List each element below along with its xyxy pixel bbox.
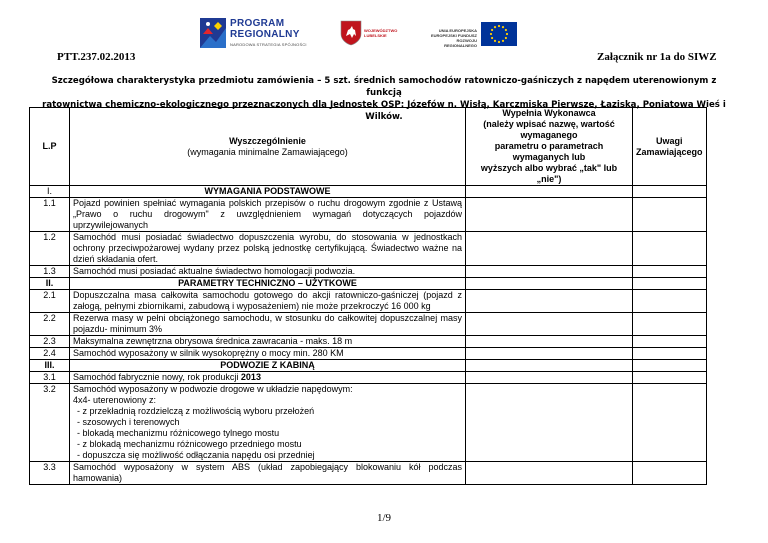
contractor-cell[interactable] bbox=[466, 278, 633, 290]
requirement-text-main: Samochód fabrycznie nowy, rok produkcji bbox=[73, 372, 241, 382]
program-regionalny-logo bbox=[200, 16, 318, 56]
requirement-text: Samochód musi posiadać aktualne świadectwo homologacji podwozia. bbox=[70, 266, 466, 278]
contractor-cell[interactable] bbox=[466, 266, 633, 278]
requirement-text bbox=[70, 372, 466, 384]
section-row bbox=[30, 360, 707, 372]
eu-logo-line2: EUROPEJSKI FUNDUSZ bbox=[430, 33, 477, 38]
eu-logo-line1: UNIA EUROPEJSKA bbox=[438, 28, 477, 33]
requirement-text bbox=[70, 384, 466, 462]
requirement-line: - z przekładnią rozdzielczą z możliwością wyboru przełożeń bbox=[77, 406, 315, 416]
table-row bbox=[30, 290, 707, 313]
row-number: 1.2 bbox=[30, 232, 70, 266]
program-logo-line2: REGIONALNY bbox=[230, 29, 300, 40]
notes-cell[interactable] bbox=[633, 360, 707, 372]
column-header-requirements-line2: (wymagania minimalne Zamawiającego) bbox=[187, 146, 348, 157]
column-header-contractor-line4: wyższych albo wybrać „tak" lub „nie") bbox=[480, 163, 618, 184]
requirements-table bbox=[29, 107, 707, 485]
contractor-cell[interactable] bbox=[466, 186, 633, 198]
deer-shield-icon bbox=[340, 20, 362, 46]
section-title: PARAMETRY TECHNICZNO – UŻYTKOWE bbox=[70, 278, 466, 290]
contractor-cell[interactable] bbox=[466, 290, 633, 313]
row-number: 1.1 bbox=[30, 198, 70, 232]
title-line-2: ratownictwa chemiczno-ekologicznego przeznaczonych dla Jednostek OSP: Józefów n. Wisłą, Karczmiska Pierwsze, Łaziska, Poniatowa Wieś i Wilków. bbox=[42, 100, 726, 122]
contractor-cell[interactable] bbox=[466, 232, 633, 266]
eu-flag-icon bbox=[481, 22, 517, 46]
section-row bbox=[30, 278, 707, 290]
section-number: II. bbox=[30, 278, 70, 290]
requirement-line: - szosowych i terenowych bbox=[77, 417, 180, 427]
eu-logo-line3: ROZWOJU REGIONALNEGO bbox=[444, 38, 477, 48]
requirement-line: - z blokadą mechanizmu różnicowego przedniego mostu bbox=[77, 439, 302, 449]
row-number: 2.2 bbox=[30, 313, 70, 336]
contractor-cell[interactable] bbox=[466, 348, 633, 360]
program-logo-line1: PROGRAM bbox=[230, 18, 285, 29]
requirement-text: Samochód wyposażony w silnik wysokoprężny o mocy min. 280 KM bbox=[70, 348, 466, 360]
column-header-contractor bbox=[466, 108, 633, 186]
table-row bbox=[30, 462, 707, 485]
region-logo-text bbox=[364, 28, 397, 38]
row-number: 2.1 bbox=[30, 290, 70, 313]
eu-logo bbox=[425, 20, 520, 50]
table-header-row bbox=[30, 108, 707, 186]
column-header-notes-line2: Zamawiającego bbox=[636, 146, 703, 157]
contractor-cell[interactable] bbox=[466, 372, 633, 384]
column-header-lp: L.P bbox=[30, 108, 70, 186]
section-number: I. bbox=[30, 186, 70, 198]
region-logo-line1: WOJEWÓDZTWO bbox=[364, 28, 398, 33]
contractor-cell[interactable] bbox=[466, 462, 633, 485]
region-logo-line2: LUBELSKIE bbox=[364, 33, 387, 38]
table-row bbox=[30, 348, 707, 360]
wojewodztwo-lubelskie-logo bbox=[340, 20, 410, 50]
notes-cell[interactable] bbox=[633, 336, 707, 348]
requirement-text: Rezerwa masy w pełni obciążonego samochodu, w stosunku do całkowitej dopuszczalnej masy pojazdu- minimum 3% bbox=[70, 313, 466, 336]
row-number: 2.3 bbox=[30, 336, 70, 348]
notes-cell[interactable] bbox=[633, 198, 707, 232]
column-header-contractor-line3: parametru o parametrach wymaganych lub bbox=[494, 141, 604, 162]
requirement-text: Samochód wyposażony w system ABS (układ zapobiegający blokowaniu kół podczas hamowania) bbox=[70, 462, 466, 485]
requirement-text: Samochód musi posiadać świadectwo dopuszczenia wyrobu, do stosowania w jednostkach ochrony przeciwpożarowej wydany przez polską jednostkę certyfikującą. Świadectwo ważne na dzień składania ofert. bbox=[70, 232, 466, 266]
column-header-requirements-line1: Wyszczególnienie bbox=[229, 135, 306, 146]
table-row bbox=[30, 313, 707, 336]
requirement-line: - blokadą mechanizmu różnicowego tylnego mostu bbox=[77, 428, 280, 438]
column-header-notes-line1: Uwagi bbox=[656, 135, 683, 146]
requirement-text: Dopuszczalna masa całkowita samochodu gotowego do akcji ratowniczo-gaśniczej (pojazd z załogą, pełnymi zbiornikami, zabudową i wyposażeniem) nie może przekroczyć 16 000 kg bbox=[70, 290, 466, 313]
table-row bbox=[30, 336, 707, 348]
notes-cell[interactable] bbox=[633, 313, 707, 336]
requirement-text: Pojazd powinien spełniać wymagania polskich przepisów o ruchu drogowym zgodnie z Ustawą „Prawo o ruchu drogowym" z uwzględnieniem wymagań dotyczących pojazdów uprzywilejowanych bbox=[70, 198, 466, 232]
row-number: 3.1 bbox=[30, 372, 70, 384]
production-year: 2013 bbox=[240, 372, 261, 382]
contractor-cell[interactable] bbox=[466, 198, 633, 232]
table-row bbox=[30, 372, 707, 384]
requirement-text: Maksymalna zewnętrzna obrysowa średnica zawracania - maks. 18 m bbox=[70, 336, 466, 348]
requirement-line: Samochód wyposażony w podwozie drogowe w układzie napędowym: bbox=[73, 384, 353, 394]
attachment-label: Załącznik nr 1a do SIWZ bbox=[597, 51, 717, 63]
notes-cell[interactable] bbox=[633, 462, 707, 485]
contractor-cell[interactable] bbox=[466, 313, 633, 336]
section-title: PODWOZIE Z KABINĄ bbox=[70, 360, 466, 372]
requirement-line: - dopuszcza się możliwość odłączania napędu osi przedniej bbox=[77, 450, 315, 460]
table-row bbox=[30, 198, 707, 232]
section-row bbox=[30, 186, 707, 198]
row-number: 1.3 bbox=[30, 266, 70, 278]
notes-cell[interactable] bbox=[633, 348, 707, 360]
column-header-requirements bbox=[70, 108, 466, 186]
document-reference: PTT.237.02.2013 bbox=[57, 51, 136, 63]
column-header-contractor-line2: (należy wpisać nazwę, wartość wymaganego bbox=[483, 119, 615, 140]
requirement-line: 4x4- uterenowiony z: bbox=[73, 395, 157, 405]
section-number: III. bbox=[30, 360, 70, 372]
table-row bbox=[30, 266, 707, 278]
title-line-1: Szczegółowa charakterystyka przedmiotu zamówienia – 5 szt. średnich samochodów ratowniczo-gaśniczych z napędem uterenowionym z funkcją bbox=[51, 76, 717, 98]
table-row bbox=[30, 232, 707, 266]
notes-cell[interactable] bbox=[633, 290, 707, 313]
page-number: 1/9 bbox=[376, 512, 392, 524]
row-number: 3.3 bbox=[30, 462, 70, 485]
contractor-cell[interactable] bbox=[466, 360, 633, 372]
notes-cell[interactable] bbox=[633, 372, 707, 384]
notes-cell[interactable] bbox=[633, 232, 707, 266]
column-header-contractor-line1: Wypełnia Wykonawca bbox=[502, 108, 596, 118]
notes-cell[interactable] bbox=[633, 384, 707, 462]
notes-cell[interactable] bbox=[633, 186, 707, 198]
contractor-cell[interactable] bbox=[466, 384, 633, 462]
notes-cell[interactable] bbox=[633, 278, 707, 290]
row-number: 2.4 bbox=[30, 348, 70, 360]
section-title: WYMAGANIA PODSTAWOWE bbox=[70, 186, 466, 198]
program-regionalny-mark-icon bbox=[200, 18, 226, 48]
contractor-cell[interactable] bbox=[466, 336, 633, 348]
notes-cell[interactable] bbox=[633, 266, 707, 278]
program-logo-line3: NARODOWA STRATEGIA SPÓJNOŚCI bbox=[230, 42, 307, 47]
table-row bbox=[30, 384, 707, 462]
column-header-notes bbox=[633, 108, 707, 186]
eu-logo-text bbox=[425, 28, 477, 48]
row-number: 3.2 bbox=[30, 384, 70, 462]
